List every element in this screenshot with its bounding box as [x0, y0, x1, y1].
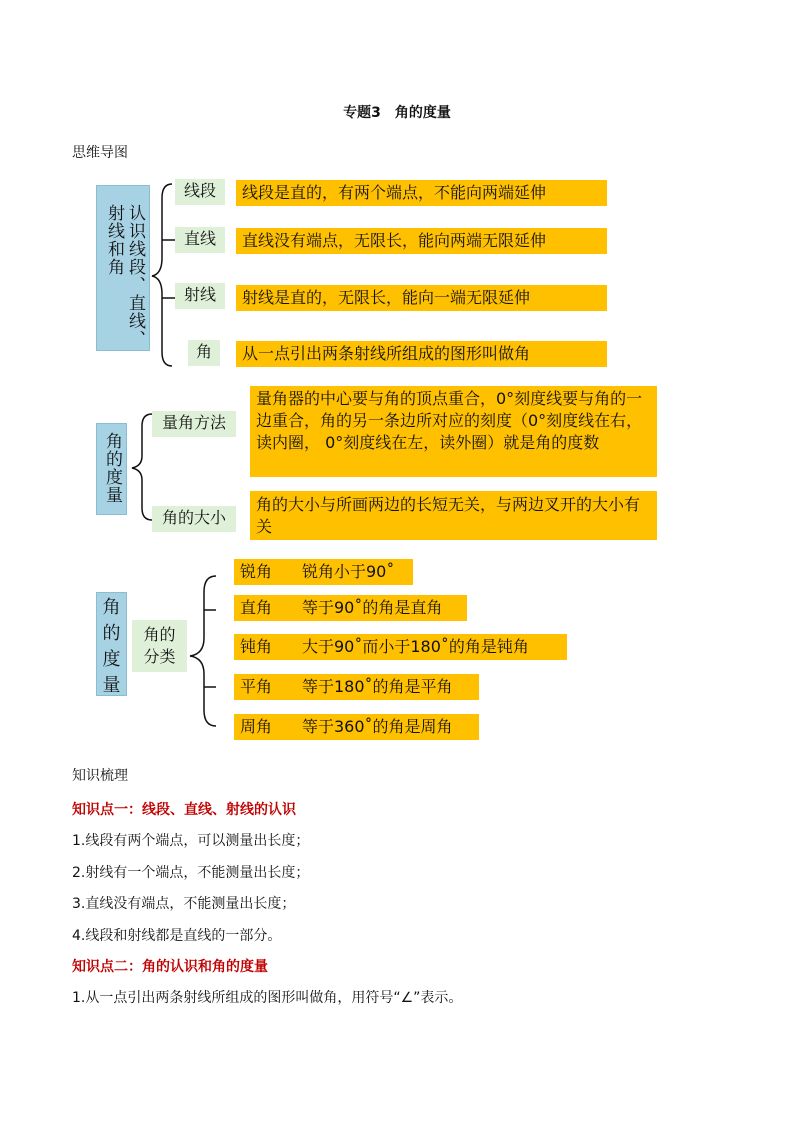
group2-desc-2: 角的大小与所画两边的长短无关，与两边叉开的大小有关 [250, 491, 657, 540]
group3-brace [186, 570, 220, 734]
group1-term-1: 线段 [175, 179, 225, 205]
group1-root: 认识线段、直线、射线和角 [96, 185, 150, 351]
point1-line-4: 4.线段和射线都是直线的一部分。 [72, 928, 282, 944]
point1-line-1: 1.线段有两个端点，可以测量出长度； [72, 833, 310, 849]
group3-sub: 角的分类 [132, 620, 187, 672]
mindmap-label: 思维导图 [72, 145, 128, 161]
group1-term-3: 射线 [175, 283, 225, 309]
group1-desc-1: 线段是直的，有两个端点，不能向两端延伸 [236, 180, 607, 206]
group3-item-3: 钝角 大于90˚而小于180˚的角是钝角 [234, 634, 567, 660]
group2-term-2: 角的大小 [152, 506, 236, 532]
point1-line-2: 2.射线有一个端点，不能测量出长度； [72, 865, 310, 881]
group1-brace [150, 180, 182, 370]
group3-item-1: 锐角 锐角小于90˚ [234, 559, 413, 585]
group1-term-4: 角 [188, 340, 220, 366]
point2-heading: 知识点二：角的认识和角的度量 [72, 959, 268, 975]
group3-item-4: 平角 等于180˚的角是平角 [234, 674, 479, 700]
group2-root: 角的度量 [96, 423, 127, 515]
group1-desc-3: 射线是直的，无限长，能向一端无限延伸 [236, 285, 607, 311]
point2-line-1: 1.从一点引出两条射线所组成的图形叫做角，用符号“∠”表示。 [72, 990, 463, 1006]
group1-desc-4: 从一点引出两条射线所组成的图形叫做角 [236, 341, 607, 367]
group3-item-2: 直角 等于90˚的角是直角 [234, 595, 467, 621]
group1-desc-2: 直线没有端点，无限长，能向两端无限延伸 [236, 228, 607, 254]
knowledge-label: 知识梳理 [72, 768, 128, 784]
point1-line-3: 3.直线没有端点，不能测量出长度； [72, 896, 296, 912]
group3-item-5: 周角 等于360˚的角是周角 [234, 714, 479, 740]
group2-desc-1: 量角器的中心要与角的顶点重合，0°刻度线要与角的一边重合，角的另一条边所对应的刻度（0°刻度线在右，读内圈， 0°刻度线在左，读外圈）就是角的度数 [250, 386, 657, 477]
group1-term-2: 直线 [175, 227, 225, 253]
group2-term-1: 量角方法 [152, 411, 236, 437]
point1-heading: 知识点一：线段、直线、射线的认识 [72, 802, 296, 818]
group3-root: 角的度量 [96, 592, 127, 696]
page-title: 专题3 角的度量 [343, 105, 451, 121]
